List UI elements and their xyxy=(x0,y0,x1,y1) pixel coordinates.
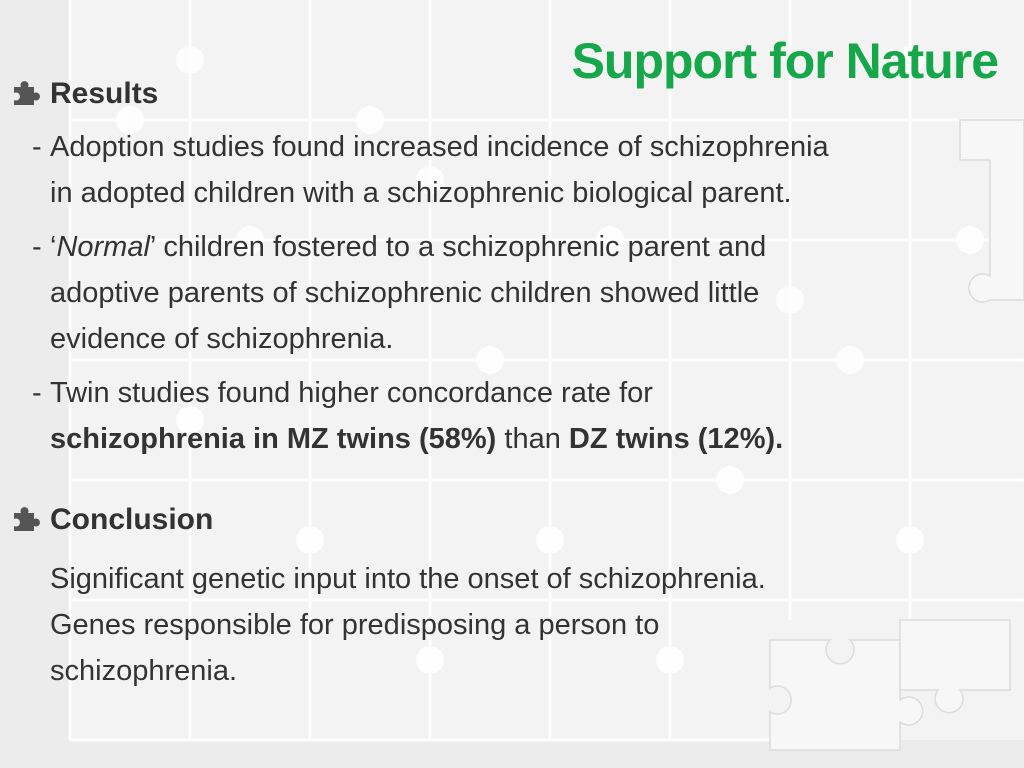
dz-twins-text: DZ twins (12%). xyxy=(568,423,784,455)
item-dash: - xyxy=(32,131,42,163)
italic-normal: Normal xyxy=(56,231,150,263)
puzzle-piece-icon xyxy=(10,507,40,533)
item-text-line: children fostered to a schizophrenic parent and xyxy=(155,231,767,263)
conclusion-line: Genes responsible for predisposing a person to xyxy=(50,609,660,641)
item-text-line: Twin studies found higher concordance rate for xyxy=(50,377,653,409)
conclusion-line: Significant genetic input into the onset of schizophrenia. xyxy=(50,563,766,595)
conclusion-text xyxy=(10,556,1015,694)
close-quote: ’ xyxy=(149,231,156,263)
slide-content xyxy=(10,72,1015,694)
puzzle-piece-icon xyxy=(10,81,40,107)
results-heading: Results xyxy=(50,77,159,110)
conclusion-heading-row xyxy=(10,498,1015,542)
item-dash: - xyxy=(32,231,42,263)
item-text-line: evidence of schizophrenia. xyxy=(50,323,394,355)
results-item-twins xyxy=(10,370,1015,462)
item-dash: - xyxy=(32,377,42,409)
open-quote: ‘ xyxy=(50,231,57,263)
conclusion-heading: Conclusion xyxy=(50,503,214,536)
item-text-line: in adopted children with a schizophrenic biological parent. xyxy=(50,177,792,209)
item-text-line: Adoption studies found increased incidence of schizophrenia xyxy=(50,131,829,163)
item-text-line: adoptive parents of schizophrenic children showed little xyxy=(50,277,760,309)
item-text-mid: than xyxy=(496,423,569,455)
slide-title: Support for Nature xyxy=(571,33,998,89)
conclusion-line: schizophrenia. xyxy=(50,655,237,687)
results-item-fostered xyxy=(10,224,1015,362)
mz-twins-text: schizophrenia in MZ twins (58%) xyxy=(50,423,497,455)
results-item-adoption xyxy=(10,124,1015,216)
results-heading-row xyxy=(10,72,1015,116)
